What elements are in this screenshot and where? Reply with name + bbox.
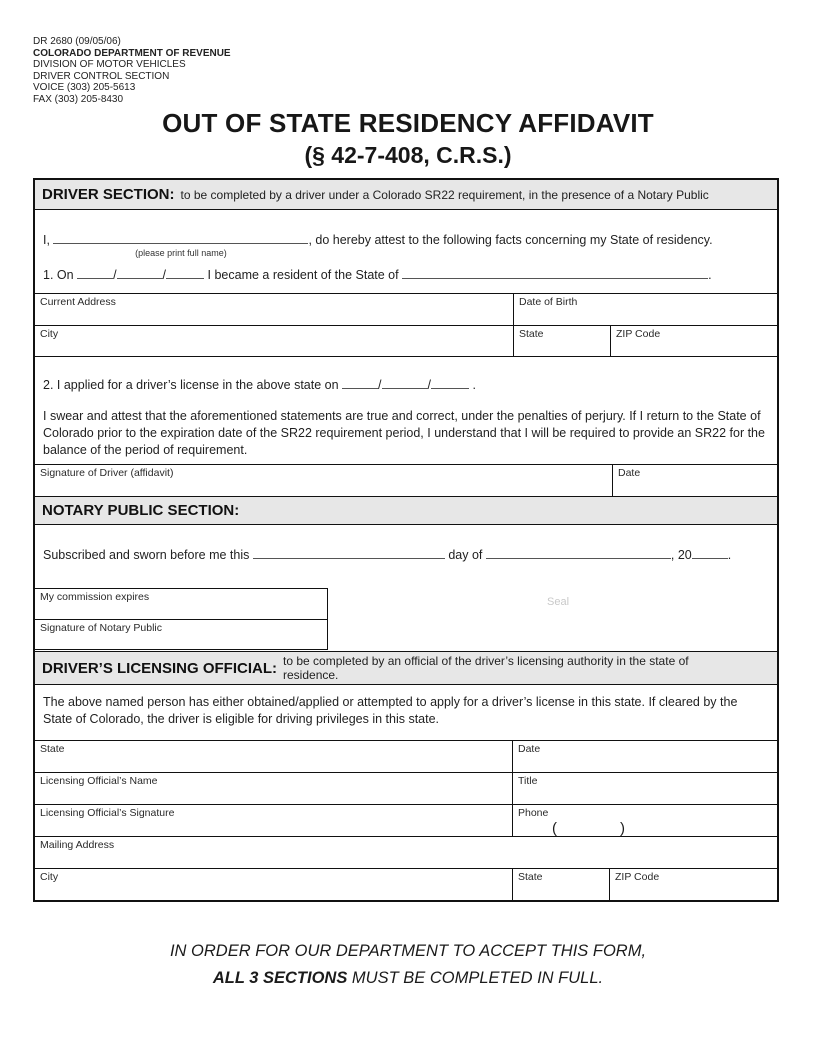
footer-line2 [0,965,816,992]
zip-label: ZIP Code [616,328,661,340]
table-row [35,293,777,325]
table-row [35,804,777,836]
division-name: DIVISION OF MOTOR VEHICLES [33,59,186,70]
commission-box [33,588,328,650]
fax-phone: FAX (303) 205-8430 [33,93,124,105]
table-row [35,740,777,772]
line1-prefix: 1. On [43,268,74,282]
phone-area-code-parens: ( ) [552,820,626,837]
applied-line [35,376,777,394]
attest-prefix: I, [43,233,50,247]
official-section-header [35,651,777,685]
mailing-address-field[interactable] [35,837,777,868]
line1-middle: I became a resident of the State of [207,268,399,282]
date-of-birth-label: Date of Birth [519,296,578,308]
state-field[interactable] [513,326,610,356]
official-table [35,740,777,900]
line1-period: . [708,268,712,282]
sworn-day-field[interactable] [253,546,445,559]
driver-date-label: Date [618,467,641,479]
state-label: State [519,328,544,340]
swear-paragraph: I swear and attest that the aforementioned statements are true and correct, under the penalties of perjury. If I return to the State of Colorado prior to the expiration date of the SR22 requirement period, I understand that I will be required to provide an SR22 for the balance of the period of requirement. [43,409,765,457]
resident-month-field[interactable] [77,266,113,279]
notary-signature-field[interactable] [35,619,327,649]
driver-signature-table [35,464,777,496]
footer-line2-bold: ALL 3 SECTIONS [212,969,348,987]
driver-section-note: to be completed by a driver under a Colorado SR22 requirement, in the presence of a Notary Public [180,187,709,202]
table-row [35,836,777,868]
current-address-label: Current Address [40,296,116,308]
form-box [33,178,779,902]
table-row [35,325,777,357]
resident-state-field[interactable] [402,266,708,279]
notary-signature-label: Signature of Notary Public [40,622,162,634]
official-title-label: Title [518,775,538,787]
driver-section-header [35,180,777,210]
official-city-field[interactable] [35,869,512,900]
mailing-address-label: Mailing Address [40,839,115,851]
full-name-field[interactable] [53,231,308,258]
official-name-field[interactable] [35,773,512,804]
table-row [35,464,777,496]
sworn-prefix: Subscribed and sworn before me this [43,548,250,562]
date-slash: / [427,378,432,392]
attest-suffix: , do hereby attest to the following facts concerning my State of residency. [308,233,713,247]
official-name-label: Licensing Official’s Name [40,775,158,787]
footer-line1: IN ORDER FOR OUR DEPARTMENT TO ACCEPT THIS FORM, [169,942,647,960]
department-name: COLORADO DEPARTMENT OF REVENUE [33,47,231,59]
residency-date-line [35,266,777,284]
table-row [35,772,777,804]
commission-expires-field[interactable] [35,589,327,619]
applied-year-field[interactable] [431,376,469,389]
full-name-hint: (please print full name) [135,248,227,258]
sworn-year-prefix: , 20 [670,548,692,562]
form-title [0,108,816,169]
notary-area [35,588,777,651]
commission-expires-label: My commission expires [40,591,150,603]
sworn-period: . [727,548,732,562]
official-state2-field[interactable] [512,869,609,900]
voice-phone: VOICE (303) 205-5613 [33,82,136,93]
driver-address-table [35,293,777,357]
official-date-field[interactable] [512,741,777,772]
form-title-main: OUT OF STATE RESIDENCY AFFIDAVIT [162,108,654,138]
date-slash: / [162,268,167,282]
line2-prefix: 2. I applied for a driver’s license in the above state on [43,378,339,392]
applied-month-field[interactable] [342,376,378,389]
resident-year-field[interactable] [166,266,204,279]
letterhead [33,36,231,105]
official-state2-label: State [518,871,543,883]
notary-section-heading: NOTARY PUBLIC SECTION: [42,502,240,519]
sworn-line [35,546,777,564]
applied-day-field[interactable] [382,376,428,389]
sworn-month-field[interactable] [486,546,671,559]
official-city-label: City [40,871,59,883]
footer-notice [0,938,816,992]
driver-signature-label: Signature of Driver (affidavit) [40,467,174,479]
official-state-field[interactable] [35,741,512,772]
official-signature-field[interactable] [35,805,512,836]
official-title-field[interactable] [512,773,777,804]
section-name: DRIVER CONTROL SECTION [33,70,170,82]
official-section-note: to be completed by an official of the driver’s licensing authority in the state of residence. [283,654,689,682]
driver-signature-field[interactable] [35,465,612,496]
official-zip-field[interactable] [609,869,777,900]
sworn-middle: day of [448,548,483,562]
zip-field[interactable] [610,326,777,356]
official-statement: The above named person has either obtained/applied or attempted to apply for a driver’s license in this state. If cleared by the State of Colorado, the driver is eligible for driving privileges in this state. [43,695,738,726]
seal-placeholder: Seal [547,596,570,608]
resident-day-field[interactable] [117,266,163,279]
sworn-year-field[interactable] [692,546,728,559]
table-row [35,868,777,900]
date-slash: / [378,378,382,392]
official-zip-label: ZIP Code [615,871,660,883]
driver-section-heading: DRIVER SECTION: [42,186,175,203]
footer-line2-rest: MUST BE COMPLETED IN FULL. [347,969,604,987]
official-phone-label: Phone [518,807,549,819]
city-label: City [40,328,59,340]
city-field[interactable] [35,326,513,356]
notary-section-header [35,496,777,525]
official-section-heading: DRIVER’S LICENSING OFFICIAL: [42,659,278,677]
date-of-birth-field[interactable] [513,294,777,325]
attest-line [35,231,777,258]
official-phone-field[interactable] [512,805,777,836]
date-slash: / [113,268,117,282]
official-date-label: Date [518,743,541,755]
official-state-label: State [40,743,65,755]
form-title-statute: (§ 42-7-408, C.R.S.) [304,142,512,168]
line2-period: . [472,378,476,392]
official-signature-label: Licensing Official’s Signature [40,807,175,819]
form-number: DR 2680 (09/05/06) [33,36,121,47]
driver-date-field[interactable] [612,465,777,496]
current-address-field[interactable] [35,294,513,325]
